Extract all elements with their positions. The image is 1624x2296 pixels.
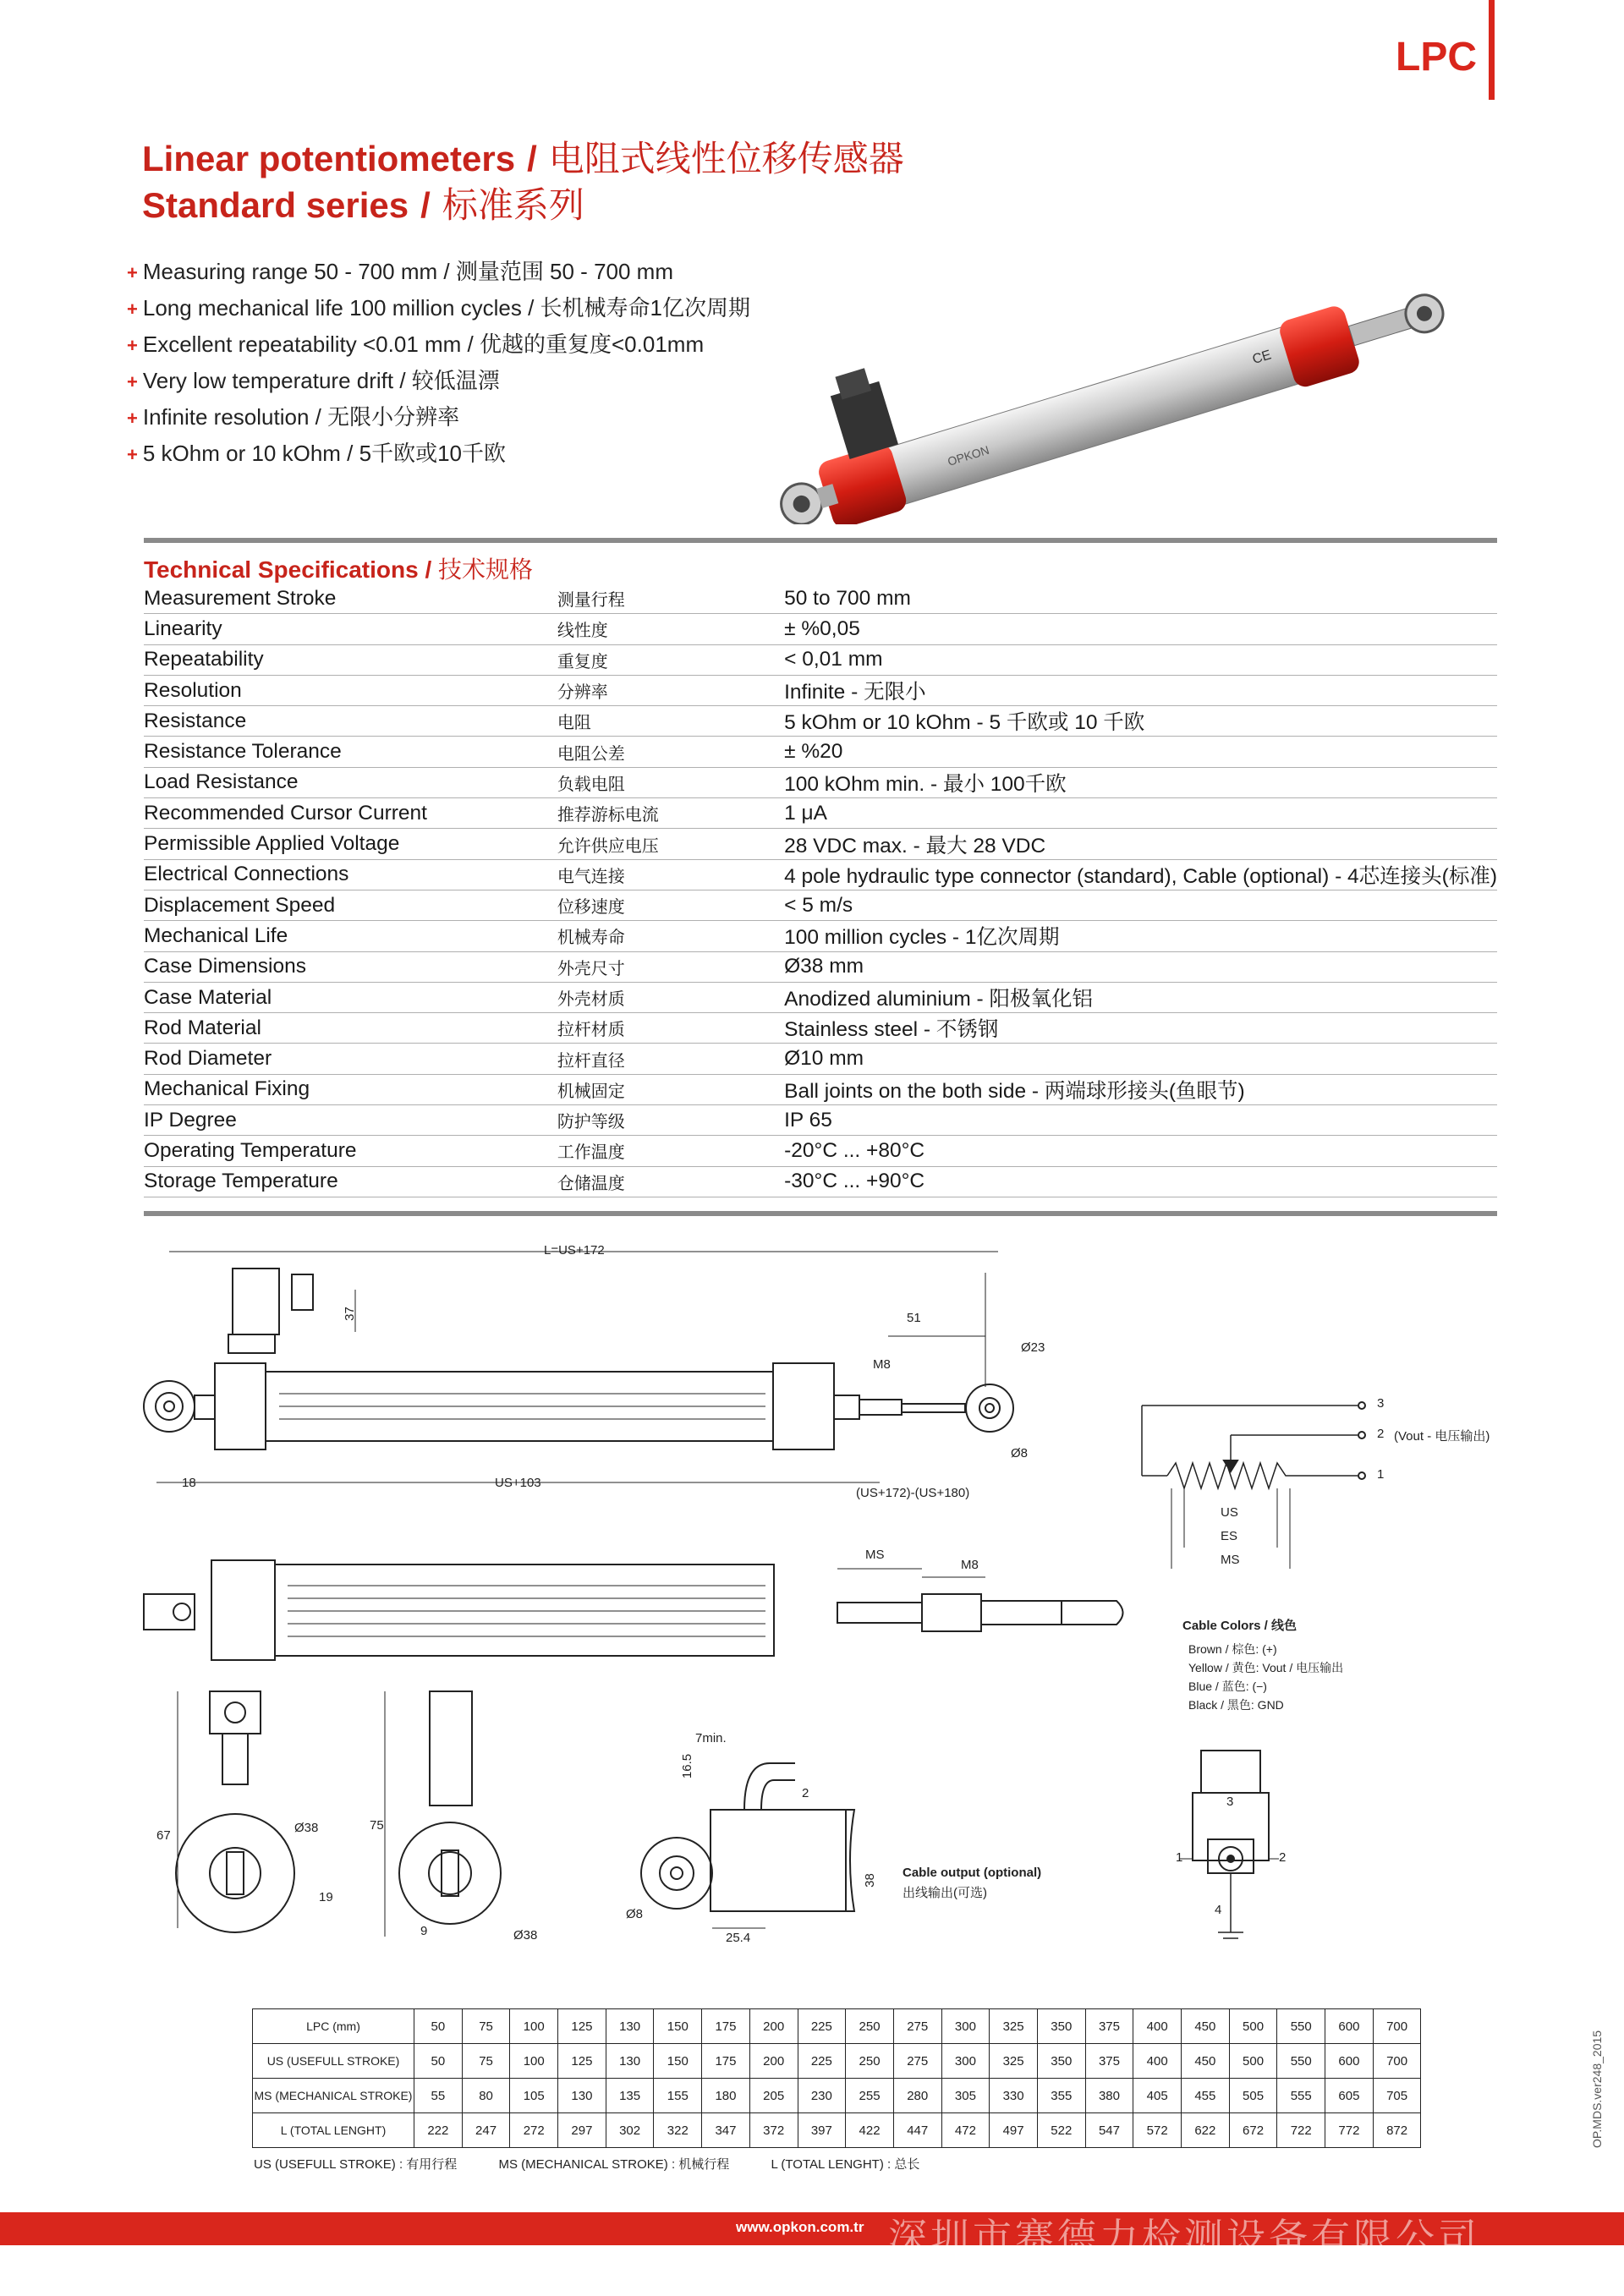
brand-label: OPKON: [946, 442, 991, 469]
table-cell: 350: [1037, 2009, 1085, 2044]
table-cell: 500: [1229, 2044, 1277, 2079]
spec-row: [144, 767, 1497, 797]
dim-us103: US+103: [495, 1476, 541, 1490]
wiring-vout: (Vout - 电压输出): [1394, 1429, 1490, 1444]
table-cell: 400: [1133, 2009, 1182, 2044]
cable-output-view: [641, 1763, 854, 1928]
table-cell: 130: [606, 2009, 654, 2044]
table-cell: 397: [798, 2113, 846, 2148]
table-cell: 150: [654, 2044, 702, 2079]
row-header: L (TOTAL LENGHT): [253, 2113, 414, 2148]
table-cell: 447: [893, 2113, 941, 2148]
table-cell: 50: [414, 2044, 463, 2079]
spec-row: [144, 798, 1497, 829]
table-cell: 700: [1373, 2044, 1421, 2079]
dim-75: 75: [370, 1818, 384, 1833]
table-cell: 225: [798, 2009, 846, 2044]
table-cell: 547: [1085, 2113, 1133, 2148]
table-cell: 75: [462, 2044, 510, 2079]
plus-icon: +: [127, 371, 138, 392]
watermark-text: 深圳市赛德力检测设备有限公司: [888, 2215, 1480, 2260]
table-cell: 302: [606, 2113, 654, 2148]
table-cell: 275: [893, 2044, 941, 2079]
title-2-sep: /: [420, 185, 431, 225]
spec-label: Measurement Stroke: [144, 584, 557, 614]
spec-value: 1 μA: [784, 798, 1497, 829]
dim-total-length: L=US+172: [544, 1243, 605, 1258]
plus-icon: +: [127, 299, 138, 320]
spec-label-cn: 分辨率: [557, 675, 784, 705]
table-cell: 355: [1037, 2079, 1085, 2113]
feature-item: + Very low temperature drift / 较低温漂: [127, 368, 500, 393]
spec-value: ± %20: [784, 737, 1497, 767]
document-version: OP.MDS.ver248_2015: [1590, 2030, 1604, 2148]
table-cell: 222: [414, 2113, 463, 2148]
spec-label-cn: 外壳尺寸: [557, 951, 784, 982]
cable-color-blue: Blue / 蓝色: (−): [1188, 1680, 1267, 1693]
feature-list: [127, 254, 750, 472]
spec-label: Load Resistance: [144, 767, 557, 797]
table-cell: 100: [510, 2044, 558, 2079]
spec-label: Mechanical Fixing: [144, 1074, 557, 1104]
feature-item: + Excellent repeatability <0.01 mm / 优越的重复度<0.01mm: [127, 332, 705, 357]
wiring-ms: MS: [1221, 1553, 1240, 1567]
table-cell: 350: [1037, 2044, 1085, 2079]
connector-pin-1: 1: [1176, 1850, 1183, 1865]
spec-row: [144, 706, 1497, 737]
spec-label-cn: 电阻: [557, 706, 784, 737]
dim-25-4: 25.4: [726, 1931, 751, 1945]
table-cell: 300: [941, 2009, 990, 2044]
spec-label: Resolution: [144, 675, 557, 705]
table-cell: 155: [654, 2079, 702, 2113]
cable-color-brown: Brown / 棕色: (+): [1188, 1642, 1277, 1656]
label-d38-b: Ø38: [513, 1928, 538, 1943]
spec-bottom-rule: [144, 1211, 1497, 1216]
cable-color-yellow: Yellow / 黄色: Vout / 电压输出: [1188, 1661, 1344, 1674]
spec-row: [144, 859, 1497, 890]
table-cell: 330: [990, 2079, 1038, 2113]
wiring-pin-3: 3: [1377, 1396, 1385, 1411]
spec-value: 4 pole hydraulic type connector (standard), Cable (optional) - 4芯连接头(标准): [784, 859, 1497, 890]
table-cell: 250: [846, 2009, 894, 2044]
spec-label: Linearity: [144, 614, 557, 644]
wiring-es: ES: [1221, 1529, 1238, 1543]
label-ms: MS: [865, 1548, 885, 1562]
table-cell: 130: [558, 2079, 606, 2113]
dim-7min: 7min.: [695, 1731, 727, 1745]
spec-value: Infinite - 无限小: [784, 675, 1497, 705]
spec-value: -20°C ... +80°C: [784, 1136, 1497, 1166]
table-cell: 50: [414, 2009, 463, 2044]
spec-label-cn: 防护等级: [557, 1105, 784, 1136]
table-cell: 135: [606, 2079, 654, 2113]
table-cell: 422: [846, 2113, 894, 2148]
title-1-cn: 电阻式线性位移传感器: [548, 138, 904, 179]
spec-value: < 5 m/s: [784, 890, 1497, 920]
table-cell: 150: [654, 2009, 702, 2044]
table-cell: 55: [414, 2079, 463, 2113]
spec-row: [144, 675, 1497, 705]
spec-row: [144, 1136, 1497, 1166]
connector-pin-3: 3: [1226, 1795, 1234, 1809]
spec-label: Mechanical Life: [144, 921, 557, 951]
product-photo: [744, 279, 1489, 524]
table-row: [253, 2079, 1421, 2113]
spec-label-cn: 拉杆直径: [557, 1044, 784, 1074]
spec-label-cn: 仓储温度: [557, 1166, 784, 1197]
table-cell: 247: [462, 2113, 510, 2148]
spec-table: [144, 584, 1497, 1197]
spec-value: Ø10 mm: [784, 1044, 1497, 1074]
spec-value: Ball joints on the both side - 两端球形接头(鱼眼节): [784, 1074, 1497, 1104]
wiring-us: US: [1221, 1505, 1238, 1520]
spec-label: Repeatability: [144, 644, 557, 675]
table-row: [253, 2113, 1421, 2148]
dim-18: 18: [182, 1476, 196, 1490]
table-cell: 325: [990, 2009, 1038, 2044]
spec-row: [144, 1013, 1497, 1044]
table-cell: 505: [1229, 2079, 1277, 2113]
series-tag: LPC: [1396, 35, 1477, 79]
side-view-bottom: [144, 1560, 1123, 1660]
ce-mark: CE: [1250, 348, 1274, 368]
dim-2: 2: [802, 1786, 809, 1800]
spec-row: [144, 584, 1497, 614]
table-legend: [254, 2155, 957, 2173]
label-d8-top: Ø8: [1011, 1446, 1029, 1460]
table-cell: 700: [1373, 2009, 1421, 2044]
table-cell: 600: [1325, 2009, 1374, 2044]
website-link[interactable]: www.opkon.com.tr: [736, 2219, 864, 2235]
table-cell: 100: [510, 2009, 558, 2044]
spec-label-cn: 电阻公差: [557, 737, 784, 767]
table-cell: 550: [1277, 2009, 1325, 2044]
table-cell: 200: [749, 2009, 798, 2044]
label-d8-bottom: Ø8: [626, 1907, 644, 1921]
spec-label-cn: 外壳材质: [557, 982, 784, 1012]
table-cell: 872: [1373, 2113, 1421, 2148]
spec-label-cn: 位移速度: [557, 890, 784, 920]
spec-label-cn: 机械寿命: [557, 921, 784, 951]
spec-value: ± %0,05: [784, 614, 1497, 644]
spec-label: Displacement Speed: [144, 890, 557, 920]
spec-row: [144, 1074, 1497, 1104]
spec-label: Operating Temperature: [144, 1136, 557, 1166]
table-cell: 75: [462, 2009, 510, 2044]
spec-row: [144, 829, 1497, 859]
legend-l: L (TOTAL LENGHT) : 总长: [771, 2157, 920, 2172]
table-cell: 600: [1325, 2044, 1374, 2079]
spec-value: 28 VDC max. - 最大 28 VDC: [784, 829, 1497, 859]
dim-37: 37: [342, 1307, 357, 1321]
spec-row: [144, 1105, 1497, 1136]
dim-19: 19: [319, 1890, 333, 1904]
spec-row: [144, 951, 1497, 982]
wiring-pin-1: 1: [1377, 1467, 1385, 1482]
table-cell: 125: [558, 2044, 606, 2079]
label-d38-a: Ø38: [294, 1821, 319, 1835]
spec-label: Rod Material: [144, 1013, 557, 1044]
wiring-schematic: [1142, 1402, 1365, 1569]
table-cell: 130: [606, 2044, 654, 2079]
table-cell: 405: [1133, 2079, 1182, 2113]
spec-row: [144, 890, 1497, 920]
spec-label-cn: 测量行程: [557, 584, 784, 614]
table-cell: 225: [798, 2044, 846, 2079]
spec-row: [144, 737, 1497, 767]
spec-row: [144, 921, 1497, 951]
title-1-sep: /: [527, 139, 537, 178]
spec-label: IP Degree: [144, 1105, 557, 1136]
dim-51: 51: [907, 1311, 921, 1325]
wiring-pin-2: 2: [1377, 1427, 1385, 1441]
spec-label-cn: 拉杆材质: [557, 1013, 784, 1044]
front-views: [176, 1691, 501, 1937]
spec-value: IP 65: [784, 1105, 1497, 1136]
spec-label-cn: 推荐游标电流: [557, 798, 784, 829]
table-row: [253, 2044, 1421, 2079]
table-cell: 500: [1229, 2009, 1277, 2044]
dim-38: 38: [862, 1873, 877, 1888]
table-cell: 400: [1133, 2044, 1182, 2079]
table-cell: 80: [462, 2079, 510, 2113]
title-line-1: [142, 131, 904, 182]
spec-top-rule: [144, 538, 1497, 543]
table-cell: 705: [1373, 2079, 1421, 2113]
spec-label: Case Material: [144, 982, 557, 1012]
spec-value: Stainless steel - 不锈钢: [784, 1013, 1497, 1044]
table-cell: 322: [654, 2113, 702, 2148]
table-cell: 255: [846, 2079, 894, 2113]
dim-range: (US+172)-(US+180): [856, 1486, 970, 1500]
table-cell: 205: [749, 2079, 798, 2113]
table-cell: 280: [893, 2079, 941, 2113]
table-cell: 572: [1133, 2113, 1182, 2148]
spec-label-cn: 工作温度: [557, 1136, 784, 1166]
feature-item: + Infinite resolution / 无限小分辨率: [127, 404, 460, 430]
spec-label-cn: 电气连接: [557, 859, 784, 890]
spec-value: 50 to 700 mm: [784, 584, 1497, 614]
table-cell: 200: [749, 2044, 798, 2079]
table-cell: 305: [941, 2079, 990, 2113]
table-cell: 380: [1085, 2079, 1133, 2113]
lpc-size-table: [252, 2008, 1421, 2148]
spec-label: Permissible Applied Voltage: [144, 829, 557, 859]
table-cell: 347: [702, 2113, 750, 2148]
table-cell: 175: [702, 2044, 750, 2079]
cable-colors-title: Cable Colors / 线色: [1182, 1619, 1298, 1633]
table-cell: 455: [1182, 2079, 1230, 2113]
table-cell: 772: [1325, 2113, 1374, 2148]
title-1-en: Linear potentiometers: [142, 139, 516, 178]
legend-ms: MS (MECHANICAL STROKE) : 机械行程: [498, 2157, 730, 2172]
row-header: US (USEFULL STROKE): [253, 2044, 414, 2079]
connector-pin-2: 2: [1279, 1850, 1287, 1865]
spec-label: Rod Diameter: [144, 1044, 557, 1074]
spec-row: [144, 644, 1497, 675]
row-header: LPC (mm): [253, 2009, 414, 2044]
table-cell: 325: [990, 2044, 1038, 2079]
spec-value: -30°C ... +90°C: [784, 1166, 1497, 1197]
spec-label-cn: 线性度: [557, 614, 784, 644]
plus-icon: +: [127, 335, 138, 356]
table-cell: 275: [893, 2009, 941, 2044]
table-cell: 250: [846, 2044, 894, 2079]
technical-drawing: [0, 1218, 1624, 1962]
feature-item: + Long mechanical life 100 million cycles / 长机械寿命1亿次周期: [127, 295, 750, 321]
table-cell: 722: [1277, 2113, 1325, 2148]
table-cell: 472: [941, 2113, 990, 2148]
table-cell: 622: [1182, 2113, 1230, 2148]
spec-row: [144, 614, 1497, 644]
dim-67: 67: [156, 1828, 171, 1843]
table-cell: 450: [1182, 2044, 1230, 2079]
table-cell: 555: [1277, 2079, 1325, 2113]
table-cell: 180: [702, 2079, 750, 2113]
spec-value: 100 million cycles - 1亿次周期: [784, 921, 1497, 951]
spec-label: Case Dimensions: [144, 951, 557, 982]
table-cell: 272: [510, 2113, 558, 2148]
title-2-cn: 标准系列: [442, 184, 584, 226]
spec-label: Resistance Tolerance: [144, 737, 557, 767]
connector-pin-view: [1180, 1751, 1279, 1938]
spec-value: 5 kOhm or 10 kOhm - 5 千欧或 10 千欧: [784, 706, 1497, 737]
spec-value: Anodized aluminium - 阳极氧化铝: [784, 982, 1497, 1012]
table-cell: 672: [1229, 2113, 1277, 2148]
table-cell: 522: [1037, 2113, 1085, 2148]
spec-title: Technical Specifications / 技术规格: [144, 556, 534, 584]
table-cell: 297: [558, 2113, 606, 2148]
spec-row: [144, 982, 1497, 1012]
feature-item: + 5 kOhm or 10 kOhm / 5千欧或10千欧: [127, 441, 506, 466]
table-cell: 300: [941, 2044, 990, 2079]
label-d23: Ø23: [1021, 1340, 1045, 1355]
connector-pin-4: 4: [1215, 1903, 1222, 1917]
table-cell: 175: [702, 2009, 750, 2044]
table-cell: 375: [1085, 2009, 1133, 2044]
spec-label: Resistance: [144, 706, 557, 737]
header-accent-bar: [1489, 0, 1495, 100]
table-cell: 105: [510, 2079, 558, 2113]
label-m8-top: M8: [873, 1357, 891, 1372]
spec-label-cn: 机械固定: [557, 1074, 784, 1104]
spec-value: < 0,01 mm: [784, 644, 1497, 675]
cable-output-en: Cable output (optional): [903, 1866, 1042, 1880]
title-2-en: Standard series: [142, 185, 409, 225]
table-cell: 372: [749, 2113, 798, 2148]
plus-icon: +: [127, 444, 138, 465]
title-line-2: [142, 178, 584, 228]
feature-item: + Measuring range 50 - 700 mm / 测量范围 50 - 700 mm: [127, 259, 673, 284]
spec-label-cn: 允许供应电压: [557, 829, 784, 859]
spec-value: Ø38 mm: [784, 951, 1497, 982]
row-header: MS (MECHANICAL STROKE): [253, 2079, 414, 2113]
table-cell: 550: [1277, 2044, 1325, 2079]
table-cell: 375: [1085, 2044, 1133, 2079]
label-m8-mid: M8: [961, 1558, 979, 1572]
legend-us: US (USEFULL STROKE) : 有用行程: [254, 2157, 458, 2172]
spec-row: [144, 1044, 1497, 1074]
table-cell: 125: [558, 2009, 606, 2044]
table-cell: 497: [990, 2113, 1038, 2148]
spec-row: [144, 1166, 1497, 1197]
spec-label: Storage Temperature: [144, 1166, 557, 1197]
spec-label: Recommended Cursor Current: [144, 798, 557, 829]
cable-color-black: Black / 黑色: GND: [1188, 1698, 1284, 1712]
plus-icon: +: [127, 408, 138, 429]
table-cell: 450: [1182, 2009, 1230, 2044]
dim-9: 9: [420, 1924, 428, 1938]
spec-value: 100 kOhm min. - 最小 100千欧: [784, 767, 1497, 797]
spec-label-cn: 负载电阻: [557, 767, 784, 797]
table-cell: 230: [798, 2079, 846, 2113]
spec-label: Electrical Connections: [144, 859, 557, 890]
table-row: [253, 2009, 1421, 2044]
table-cell: 605: [1325, 2079, 1374, 2113]
dim-16-5: 16.5: [680, 1753, 695, 1779]
cable-output-cn: 出线输出(可选): [903, 1886, 987, 1900]
spec-label-cn: 重复度: [557, 644, 784, 675]
plus-icon: +: [127, 262, 138, 283]
